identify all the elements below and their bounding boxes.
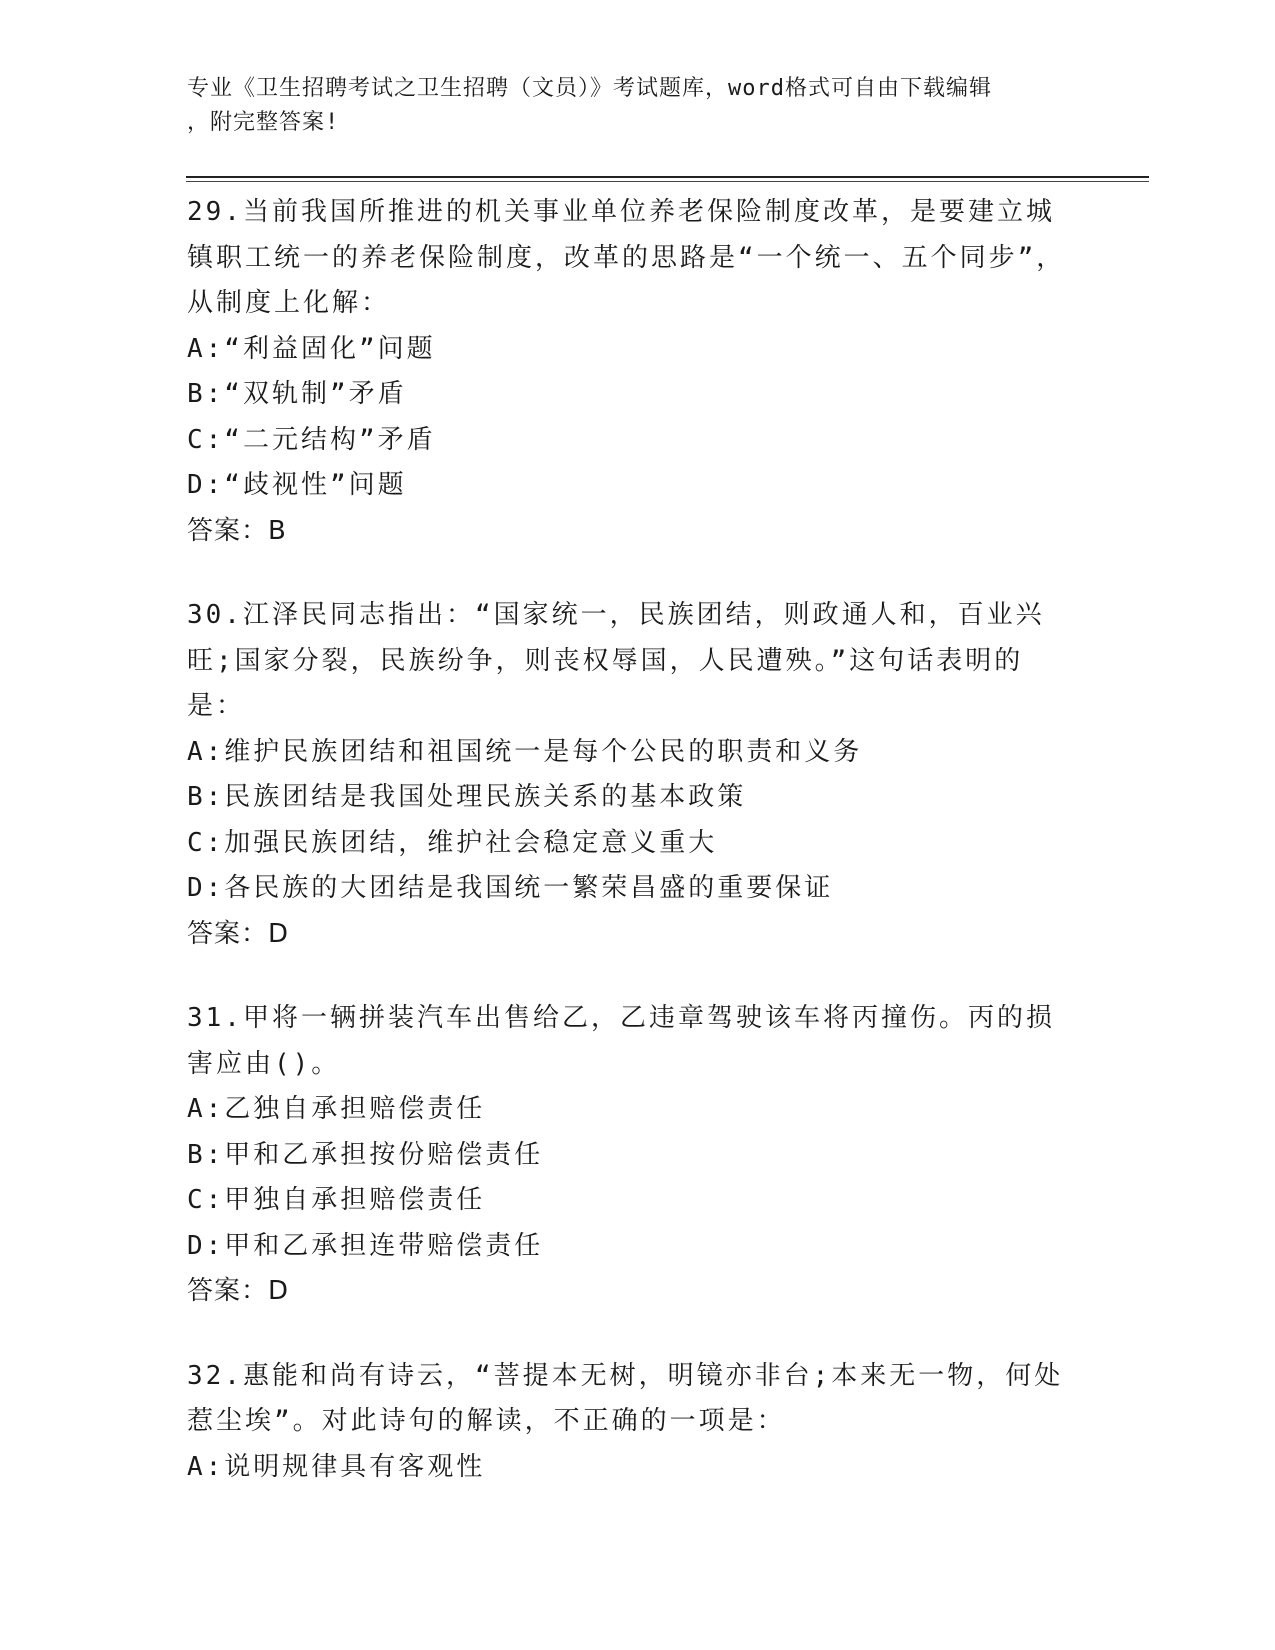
answer: 答案：B — [187, 515, 287, 546]
question-list — [187, 190, 1087, 1529]
option-b: B:民族团结是我国处理民族关系的基本政策 — [187, 782, 747, 812]
header-divider-thin — [186, 181, 1149, 182]
document-header — [187, 72, 1067, 140]
header-divider-thick — [186, 176, 1149, 178]
question-text: 29.当前我国所推进的机关事业单位养老保险制度改革，是要建立城镇职工统一的养老保险制度，改革的思路是“一个统一、五个同步”，从制度上化解： — [187, 197, 1066, 318]
question-text: 30.江泽民同志指出：“国家统一，民族团结，则政通人和，百业兴旺;国家分裂，民族纷争，则丧权辱国，人民遭殃。”这句话表明的是： — [187, 600, 1045, 721]
question-31 — [187, 996, 1087, 1315]
option-b: B:甲和乙承担按份赔偿责任 — [187, 1139, 544, 1170]
option-c: C:甲独自承担赔偿责任 — [187, 1185, 486, 1215]
header-line-2: ，附完整答案! — [187, 110, 340, 135]
option-c: C:加强民族团结，维护社会稳定意义重大 — [187, 827, 718, 858]
option-d: D:各民族的大团结是我国统一繁荣昌盛的重要保证 — [187, 873, 834, 903]
question-text: 32.惠能和尚有诗云，“菩提本无树，明镜亦非台;本来无一物，何处惹尘埃”。对此诗句的解读，不正确的一项是： — [187, 1360, 1064, 1436]
option-a: A:乙独自承担赔偿责任 — [187, 1094, 486, 1124]
header-line-1: 专业《卫生招聘考试之卫生招聘（文员）》考试题库，word格式可自由下载编辑 — [187, 76, 992, 101]
question-29 — [187, 190, 1087, 554]
answer: 答案：D — [187, 918, 290, 949]
option-d: D:甲和乙承担连带赔偿责任 — [187, 1230, 544, 1261]
question-text: 31.甲将一辆拼装汽车出售给乙，乙违章驾驶该车将丙撞伤。丙的损害应由()。 — [187, 1003, 1055, 1079]
option-c: C:“二元结构”矛盾 — [187, 424, 436, 455]
option-a: A:维护民族团结和祖国统一是每个公民的职责和义务 — [187, 736, 863, 767]
option-b: B:“双轨制”矛盾 — [187, 379, 407, 409]
option-a: A:“利益固化”问题 — [187, 333, 436, 364]
question-32 — [187, 1354, 1087, 1491]
option-a: A:说明规律具有客观性 — [187, 1451, 486, 1482]
question-30 — [187, 593, 1087, 957]
answer: 答案：D — [187, 1276, 290, 1306]
option-d: D:“歧视性”问题 — [187, 470, 407, 500]
